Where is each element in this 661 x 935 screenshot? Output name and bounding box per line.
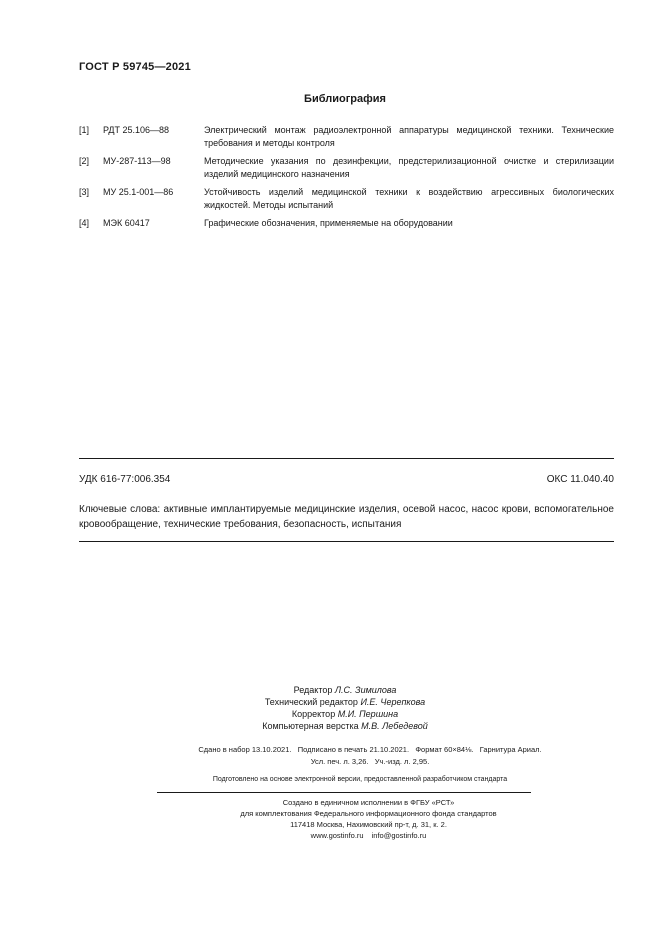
credit-role: Редактор [293, 685, 333, 695]
publisher-email[interactable]: info@gostinfo.ru [371, 831, 427, 840]
bibliography-item [79, 155, 614, 181]
bibliography-item-code: МУ 25.1-001—86 [103, 187, 174, 197]
bibliography-item-code: РДТ 25.106—88 [103, 125, 170, 135]
credits-block [200, 684, 490, 732]
publisher-contacts [100, 830, 637, 841]
credit-corrector [200, 708, 490, 720]
credit-editor [200, 684, 490, 696]
print-info-line: Усл. печ. л. 3,26. Уч.-изд. л. 2,95. [310, 757, 430, 766]
credit-name: М.И. Першина [337, 709, 399, 719]
credit-name: И.Е. Черепкова [360, 697, 426, 707]
bibliography-item-number: [3] [79, 187, 90, 197]
bibliography-item [79, 124, 614, 150]
bibliography-item-text: Методические указания по дезинфекции, предстерилизационной очистке и стерилизации изделий медицинского назначения [204, 156, 614, 179]
print-info-line: Сдано в набор 13.10.2021. Подписано в печать 21.10.2021. Формат 60×84⅛. Гарнитура Ариал. [198, 745, 542, 754]
preparation-note: Подготовлено на основе электронной версии, предоставленной разработчиком стандарта [212, 776, 508, 783]
bibliography-item [79, 217, 614, 230]
credit-role: Компьютерная верстка [262, 721, 359, 731]
bibliography-title: Библиография [304, 93, 386, 105]
bibliography-item-number: [4] [79, 218, 90, 228]
bibliography-item [79, 186, 614, 212]
bibliography-list [79, 124, 614, 235]
credit-layout [200, 720, 490, 732]
udc-code: УДК 616-77:006.354 [79, 474, 171, 485]
publisher-line: Создано в единичном исполнении в ФГБУ «РСТ» [282, 798, 455, 807]
bibliography-item-code: МУ-287-113—98 [103, 156, 171, 166]
credit-tech-editor [200, 696, 490, 708]
divider-top [79, 458, 614, 459]
divider-bottom [79, 541, 614, 542]
bibliography-item-number: [2] [79, 156, 90, 166]
bibliography-item-text: Графические обозначения, применяемые на оборудовании [204, 218, 453, 228]
bibliography-item-text: Электрический монтаж радиоэлектронной аппаратуры медицинской техники. Технические требования и методы контроля [204, 125, 614, 148]
print-info [100, 744, 640, 768]
publisher-line: для комплектования Федерального информационного фонда стандартов [240, 809, 497, 818]
bibliography-item-number: [1] [79, 125, 90, 135]
keywords-text: Ключевые слова: активные имплантируемые медицинские изделия, осевой насос, насос крови, вспомогательное кровообращение, технические требования, безопасность, испытания [79, 504, 614, 530]
standard-code: ГОСТ Р 59745—2021 [79, 61, 191, 73]
bibliography-item-code: МЭК 60417 [103, 218, 150, 228]
credit-role: Технический редактор [264, 697, 358, 707]
bibliography-item-text: Устойчивость изделий медицинской техники к воздействию агрессивных биологических жидкостей. Методы испытаний [204, 187, 614, 210]
credit-name: Л.С. Зимилова [334, 685, 397, 695]
credit-name: М.В. Лебедевой [361, 721, 428, 731]
publisher-block [100, 797, 637, 841]
credit-role: Корректор [291, 709, 336, 719]
oks-code: ОКС 11.040.40 [546, 474, 614, 485]
divider-publisher [157, 792, 531, 793]
publisher-address: 117418 Москва, Нахимовский пр-т, д. 31, к. 2. [290, 820, 447, 829]
publisher-website[interactable]: www.gostinfo.ru [310, 831, 364, 840]
